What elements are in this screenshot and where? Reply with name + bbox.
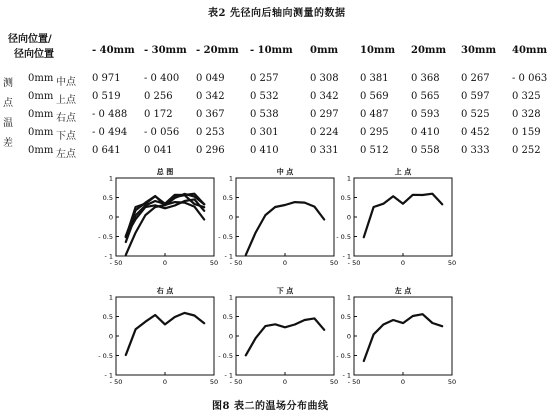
x-tick-label: 0: [400, 259, 406, 267]
table-cell: 0 597: [461, 91, 490, 102]
y-tick-label: 0: [346, 332, 351, 341]
plot-frame: [354, 297, 452, 375]
y-tick-label: - 0.5: [336, 352, 351, 360]
table-cell: 0 049: [196, 73, 225, 84]
table-cell: 0 593: [411, 109, 440, 120]
table-cell: 0 342: [310, 91, 339, 102]
series-line: [246, 318, 324, 355]
side-label-char: 测: [3, 78, 13, 89]
y-tick-label: 1: [346, 174, 351, 183]
x-tick-label: 50: [447, 259, 457, 267]
y-tick-label: 1: [228, 174, 233, 183]
y-tick-label: 0: [108, 332, 113, 341]
table-cell: 0 368: [411, 73, 440, 84]
row-unit: 0mm: [28, 127, 54, 138]
plot-frame: [236, 297, 334, 375]
y-tick-label: 0.5: [222, 313, 233, 321]
column-header: 40mm: [512, 45, 548, 56]
y-tick-label: 0.5: [222, 194, 233, 202]
table-cell: 0 041: [144, 145, 173, 156]
y-tick-label: 1: [228, 293, 233, 302]
table-cell: - 0 056: [144, 127, 180, 138]
chart-title: 上 点: [394, 168, 412, 176]
y-tick-label: - 1: [342, 252, 351, 261]
row-label: 右点: [56, 113, 76, 124]
row-unit: 0mm: [28, 73, 54, 84]
x-tick-label: 50: [329, 378, 339, 386]
table-cell: 0 301: [250, 127, 279, 138]
table-cell: - 0 063: [512, 73, 548, 84]
y-tick-label: - 1: [104, 252, 113, 261]
chart-title: 下 点: [276, 287, 294, 295]
table-cell: 0 971: [92, 73, 121, 84]
y-tick-label: 0: [228, 213, 233, 222]
y-tick-label: - 0.5: [98, 233, 113, 241]
chart-title: 总 图: [156, 168, 174, 176]
y-tick-label: - 1: [342, 371, 351, 380]
table-cell: 0 224: [310, 127, 339, 138]
series-line: [364, 314, 442, 361]
y-tick-label: - 0.5: [218, 352, 233, 360]
table-cell: 0 308: [310, 73, 339, 84]
plot-frame: [354, 178, 452, 256]
table-cell: 0 569: [360, 91, 389, 102]
table-cell: 0 487: [360, 109, 389, 120]
y-tick-label: - 0.5: [218, 233, 233, 241]
x-tick-label: 0: [282, 259, 288, 267]
table-cell: 0 367: [196, 109, 225, 120]
side-label-char: 差: [3, 138, 13, 149]
table-cell: 0 452: [461, 127, 490, 138]
row-unit: 0mm: [28, 145, 54, 156]
y-tick-label: 1: [108, 174, 113, 183]
table-cell: 0 297: [310, 109, 339, 120]
y-tick-label: 1: [108, 293, 113, 302]
table-cell: 0 565: [411, 91, 440, 102]
x-tick-label: 0: [400, 378, 406, 386]
row-unit: 0mm: [28, 91, 54, 102]
table-cell: 0 342: [196, 91, 225, 102]
table-cell: 0 558: [411, 145, 440, 156]
table-cell: 0 538: [250, 109, 279, 120]
side-label-char: 点: [3, 98, 13, 109]
table-cell: 0 328: [512, 109, 541, 120]
column-header: - 10mm: [250, 45, 293, 56]
table-cell: 0 519: [92, 91, 121, 102]
x-tick-label: 50: [447, 378, 457, 386]
column-header: 0mm: [310, 45, 339, 56]
y-tick-label: - 0.5: [336, 233, 351, 241]
row-label: 中点: [56, 77, 76, 88]
y-tick-label: 1: [346, 293, 351, 302]
column-header: 20mm: [411, 45, 447, 56]
x-tick-label: - 50: [229, 378, 243, 386]
x-tick-label: 50: [209, 259, 219, 267]
y-tick-label: 0: [346, 213, 351, 222]
table-cell: 0 512: [360, 145, 389, 156]
column-header: - 40mm: [92, 45, 135, 56]
side-label-char: 温: [3, 118, 13, 129]
table-caption: 表2 先径向后轴向测量的数据: [208, 8, 346, 19]
row-label: 左点: [56, 149, 76, 160]
chart-title: 右 点: [156, 287, 174, 295]
header-label-line2: 径向位置: [14, 49, 54, 60]
table-cell: 0 267: [461, 73, 490, 84]
table-cell: 0 256: [144, 91, 173, 102]
table-cell: 0 532: [250, 91, 279, 102]
y-tick-label: - 1: [104, 371, 113, 380]
plot-frame: [116, 297, 214, 375]
table-cell: 0 253: [196, 127, 225, 138]
column-header: 10mm: [360, 45, 396, 56]
series-line: [126, 313, 204, 355]
x-tick-label: 50: [329, 259, 339, 267]
x-tick-label: 0: [162, 259, 168, 267]
table-cell: - 0 488: [92, 109, 128, 120]
y-tick-label: 0: [228, 332, 233, 341]
y-tick-label: - 1: [224, 371, 233, 380]
y-tick-label: 0.5: [102, 194, 113, 202]
x-tick-label: - 50: [109, 378, 123, 386]
table-cell: 0 410: [250, 145, 279, 156]
table-cell: - 0 494: [92, 127, 128, 138]
y-tick-label: 0: [108, 213, 113, 222]
x-tick-label: 50: [209, 378, 219, 386]
table-cell: 0 159: [512, 127, 541, 138]
table-cell: 0 257: [250, 73, 279, 84]
chart-title: 左 点: [394, 287, 412, 295]
x-tick-label: - 50: [347, 378, 361, 386]
series-line: [364, 194, 442, 238]
x-tick-label: - 50: [109, 259, 123, 267]
y-tick-label: 0.5: [102, 313, 113, 321]
table-cell: 0 296: [196, 145, 225, 156]
row-unit: 0mm: [28, 109, 54, 120]
row-label: 下点: [56, 131, 76, 142]
table-cell: 0 381: [360, 73, 389, 84]
x-tick-label: 0: [282, 378, 288, 386]
table-cell: 0 410: [411, 127, 440, 138]
y-tick-label: 0.5: [340, 313, 351, 321]
y-tick-label: 0.5: [340, 194, 351, 202]
table-cell: 0 172: [144, 109, 173, 120]
table-cell: 0 295: [360, 127, 389, 138]
column-header: - 20mm: [196, 45, 239, 56]
chart-title: 中 点: [276, 168, 294, 176]
table-cell: 0 641: [92, 145, 121, 156]
x-tick-label: - 50: [229, 259, 243, 267]
header-label-line1: 径向位置/: [8, 34, 52, 45]
table-cell: 0 252: [512, 145, 541, 156]
table-cell: 0 333: [461, 145, 490, 156]
series-line: [246, 202, 324, 255]
row-label: 上点: [56, 95, 76, 106]
table-cell: 0 331: [310, 145, 339, 156]
figure-caption: 图8 表二的温场分布曲线: [212, 401, 329, 412]
table-cell: 0 525: [461, 109, 490, 120]
x-tick-label: - 50: [347, 259, 361, 267]
table-cell: 0 325: [512, 91, 541, 102]
column-header: 30mm: [461, 45, 497, 56]
y-tick-label: - 0.5: [98, 352, 113, 360]
y-tick-label: - 1: [224, 252, 233, 261]
column-header: - 30mm: [144, 45, 187, 56]
x-tick-label: 0: [162, 378, 168, 386]
table-cell: - 0 400: [144, 73, 180, 84]
